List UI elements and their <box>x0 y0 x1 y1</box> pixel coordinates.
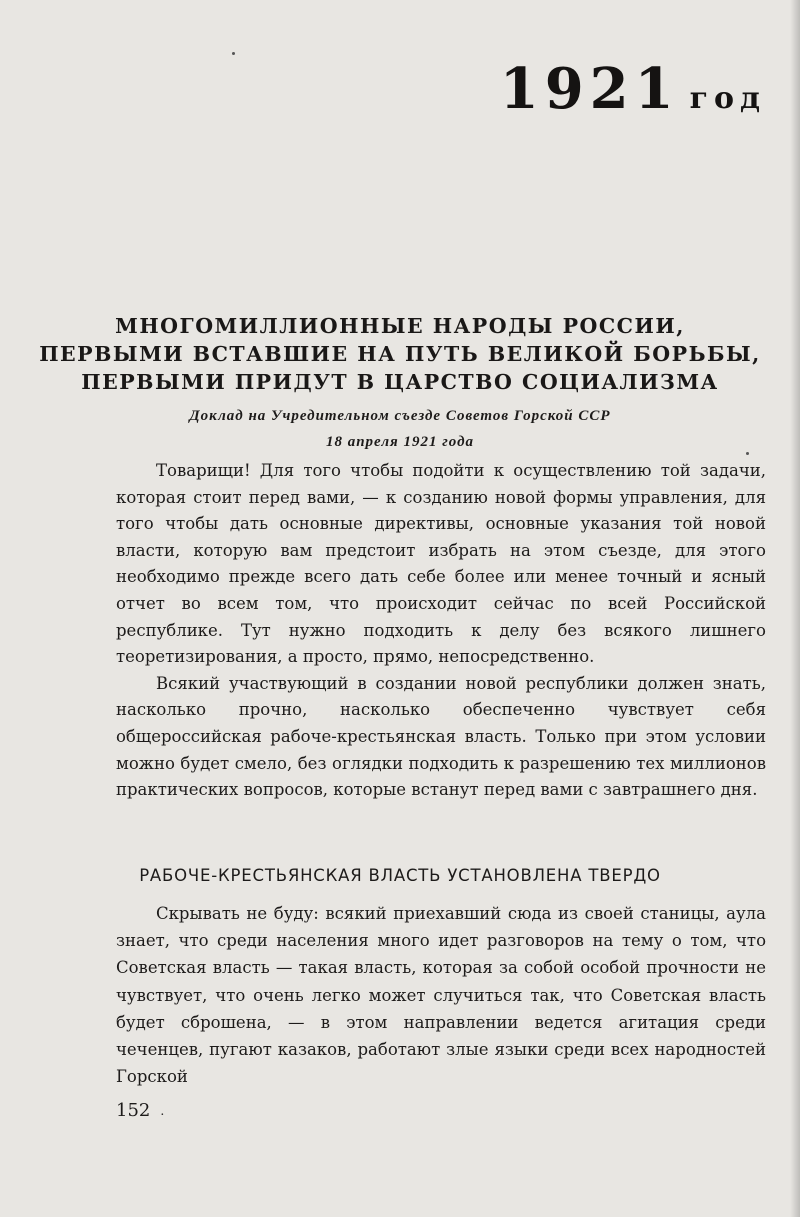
year-word: год <box>689 81 766 116</box>
subtitle-date: 18 апреля 1921 года <box>325 434 475 450</box>
paragraph: Скрывать не буду: всякий приехавший сюда из своей станицы, аула знает, что среди населения много идет разговоров на тему о том, что Советская власть — такая власть, которая за собой особой прочности не чувствует, что очень легко может случиться так, что Советская власть будет сброшена, — в этом направлении ведется агитация среди чеченцев, пугают казаков, работают злые языки среди всех народностей Горской <box>116 904 766 1087</box>
print-speck <box>232 52 235 55</box>
article-subtitle <box>0 403 800 455</box>
year-number: 1921 <box>499 56 680 122</box>
title-line: МНОГОМИЛЛИОННЫЕ НАРОДЫ РОССИИ, <box>115 314 685 338</box>
body-text-continued <box>116 900 766 1090</box>
section-heading: РАБОЧЕ-КРЕСТЬЯНСКАЯ ВЛАСТЬ УСТАНОВЛЕНА ТВЕРДО <box>139 866 661 885</box>
title-line: ПЕРВЫМИ ПРИДУТ В ЦАРСТВО СОЦИАЛИЗМА <box>81 370 719 394</box>
title-line: ПЕРВЫМИ ВСТАВШИЕ НА ПУТЬ ВЕЛИКОЙ БОРЬБЫ, <box>39 342 761 366</box>
page-number-dot: · <box>160 1108 165 1123</box>
subtitle-line: Доклад на Учредительном съезде Советов Горской ССР <box>189 408 611 424</box>
print-speck <box>746 452 749 455</box>
paragraph: Всякий участвующий в создании новой республики должен знать, насколько прочно, насколько обеспеченно чувствует себя общероссийская рабоче-крестьянская власть. Только при этом условии можно будет смело, без оглядки подходить к разрешению тех миллионов практических вопросов, которые встанут перед вами с завтрашнего дня. <box>116 673 766 800</box>
paragraph: Товарищи! Для того чтобы подойти к осуществлению той задачи, которая стоит перед вами, — к созданию новой формы управления, для того чтобы дать основные директивы, основные указания той новой власти, которую вам предстоит избрать на этом съезде, для этого необходимо прежде всего дать себе более или менее точный и ясный отчет во всем том, что происходит сейчас по всей Российской республике. Тут нужно подходить к делу без всякого лишнего теоретизирования, а просто, прямо, непосредственно. <box>116 461 766 667</box>
page-number: 152 <box>116 1100 151 1121</box>
body-text <box>116 458 766 804</box>
page-edge-shadow <box>790 0 800 1217</box>
article-title <box>0 312 800 396</box>
year-header <box>500 56 766 122</box>
